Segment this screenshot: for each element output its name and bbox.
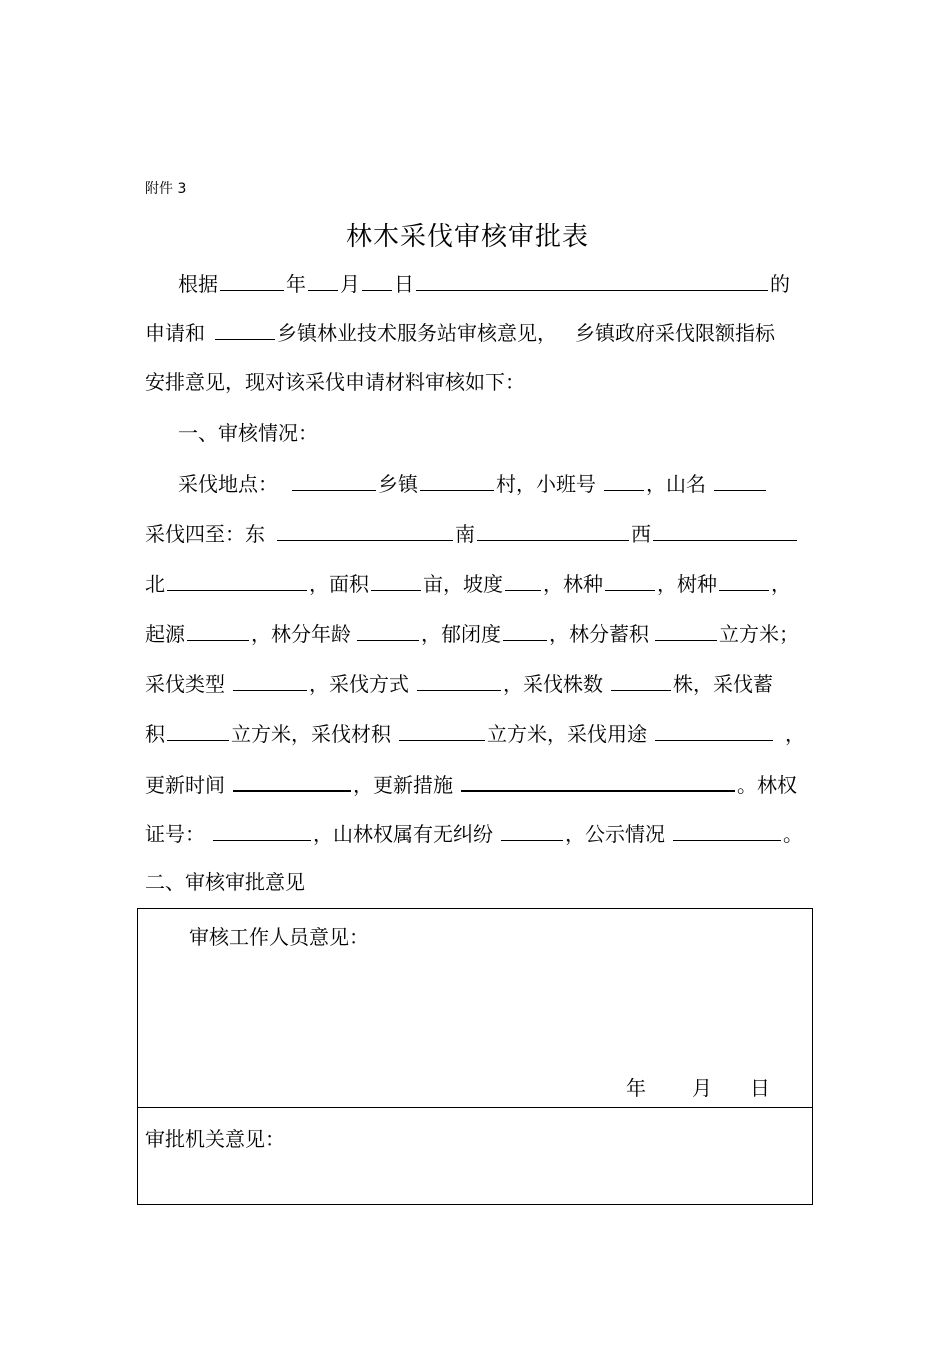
section-1-heading: 一、审核情况： [178,421,318,445]
tree-count-blank[interactable] [611,668,671,691]
text: ，树种 [657,572,717,596]
text: 株，采伐蓄 [673,672,773,696]
location-row [178,468,810,498]
tree-species-blank[interactable] [719,568,769,591]
text: 申请和 [145,321,205,345]
text: 村，小班号 [496,472,596,496]
authority-opinion-label: 审批机关意见： [145,1127,285,1151]
text: 南 [455,522,475,546]
dispute-blank[interactable] [501,818,563,841]
text: ，郁闭度 [421,622,501,646]
area-row [145,568,810,598]
annex-label: 附件 3 [145,181,187,197]
township-name-blank[interactable] [292,468,376,491]
text: ， [771,572,791,596]
text: 证号： [145,822,205,846]
text: 乡镇林业技术服务站审核意见， [277,321,557,345]
timber-volume-blank[interactable] [399,718,485,741]
text: ，面积 [309,572,369,596]
text: 采伐类型 [145,672,225,696]
east-bound-blank[interactable] [277,518,453,541]
origin-row [145,618,810,648]
text: 更新时间 [145,773,225,797]
harvest-volume-row [145,718,810,748]
text: 采伐四至：东 [145,522,265,546]
publicity-blank[interactable] [673,818,781,841]
township-blank[interactable] [215,317,275,340]
para-line-1 [178,268,810,298]
text: ，林分年龄 [251,622,351,646]
north-bound-blank[interactable] [167,568,307,591]
para-line-3: 安排意见，现对该采伐申请材料审核如下： [145,370,525,394]
west-bound-blank[interactable] [653,518,797,541]
text: 的 [770,272,790,296]
text: ，山名 [646,472,706,496]
certificate-number-blank[interactable] [213,818,311,841]
harvest-type-row [145,668,810,698]
text: ，公示情况 [565,822,665,846]
text: 乡镇政府采伐限额指标 [575,321,775,345]
date-month-label: 月 [692,1076,712,1100]
para-line-2 [145,317,810,347]
opinion-table [137,908,813,1205]
renewal-time-blank[interactable] [233,768,351,792]
renewal-row [145,768,810,798]
harvest-type-blank[interactable] [233,668,307,691]
compartment-blank[interactable] [604,468,644,491]
year-blank[interactable] [220,268,284,291]
bounds-row [145,518,810,548]
text: 立方米； [719,622,799,646]
text: 。 [783,822,803,846]
harvest-use-blank[interactable] [655,718,773,741]
slope-blank[interactable] [505,568,541,591]
text: 月 [340,272,360,296]
day-blank[interactable] [362,268,392,291]
month-blank[interactable] [308,268,338,291]
text: 西 [631,522,651,546]
harvest-stock-blank[interactable] [167,718,229,741]
text: 亩，坡度 [423,572,503,596]
text: 乡镇 [378,472,418,496]
stand-age-blank[interactable] [357,618,419,641]
text: 起源 [145,622,185,646]
page-title: 林木采伐审核审批表 [346,222,590,252]
text: ，采伐方式 [309,672,409,696]
text: ，采伐株数 [503,672,603,696]
origin-blank[interactable] [187,618,249,641]
canopy-blank[interactable] [503,618,547,641]
south-bound-blank[interactable] [477,518,629,541]
text: 积 [145,722,165,746]
applicant-blank[interactable] [416,268,768,291]
forest-type-blank[interactable] [605,568,655,591]
table-divider [138,1107,812,1108]
text: 采伐地点： [178,472,278,496]
text: 立方米，采伐用途 [487,722,647,746]
text: 年 [286,272,306,296]
text: ， [785,722,805,746]
text: ，林分蓄积 [549,622,649,646]
stand-volume-blank[interactable] [655,618,717,641]
text: 日 [394,272,414,296]
mountain-name-blank[interactable] [714,468,766,491]
area-blank[interactable] [371,568,421,591]
text: ，林种 [543,572,603,596]
date-year-label: 年 [626,1076,646,1100]
text: 根据 [178,272,218,296]
text: ，更新措施 [353,773,453,797]
date-day-label: 日 [750,1076,770,1100]
certificate-row [145,818,810,848]
section-2-heading: 二、审核审批意见 [145,870,305,894]
text: 立方米，采伐材积 [231,722,391,746]
text: 北 [145,572,165,596]
village-blank[interactable] [420,468,494,491]
harvest-method-blank[interactable] [417,668,501,691]
text: ，山林权属有无纠纷 [313,822,493,846]
renewal-measure-blank[interactable] [461,768,735,792]
text: 。林权 [737,773,797,797]
staff-opinion-label: 审核工作人员意见： [189,925,369,949]
